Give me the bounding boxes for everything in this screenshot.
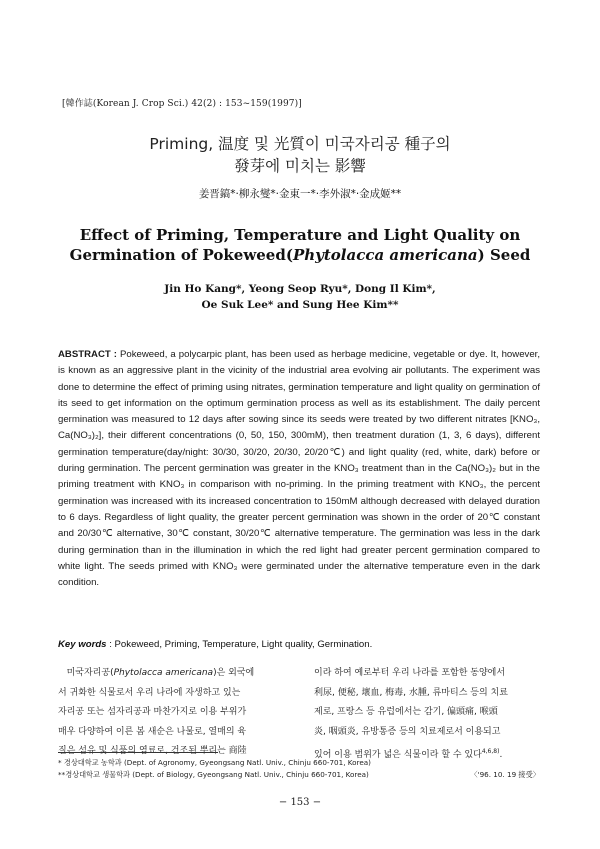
received-date: 〈'96. 10. 19 接受〉 xyxy=(470,770,540,779)
body-column-right xyxy=(314,664,542,766)
abstract-label: ABSTRACT : xyxy=(58,349,117,360)
english-authors-line1: Jin Ho Kang*, Yeong Seop Ryu*, Dong Il Kim*, xyxy=(164,283,436,295)
korean-authors: 姜晋鎬*·柳永燮*·金東一*·李外淑*·金成姬** xyxy=(198,188,402,200)
korean-title-line1: Priming, 温度 및 光質이 미국자리공 種子의 xyxy=(149,135,451,153)
english-title-line2 xyxy=(0,246,600,264)
body-left-line: 매우 다양하여 이른 봄 새순은 나물로, 열매의 육 xyxy=(58,726,247,737)
body-right-line: 제로, 프랑스 등 유럽에서는 감기, 偏頭痛, 喉頭 xyxy=(314,707,498,717)
body-left-line xyxy=(58,664,288,684)
keywords-label: Key words xyxy=(58,639,107,650)
body-left-species: Phytolacca americana xyxy=(113,668,214,678)
body-right-line5-text: 있어 이용 범위가 넓은 식물이라 할 수 있다 xyxy=(314,750,482,760)
english-title-line1: Effect of Priming, Temperature and Light Quality on xyxy=(79,226,521,244)
english-authors-line2: Oe Suk Lee* and Sung Hee Kim** xyxy=(201,299,399,311)
keywords xyxy=(58,639,540,650)
body-left-line: 서 귀화한 식물로서 우리 나라에 자생하고 있는 xyxy=(58,687,241,698)
footnote-separator xyxy=(58,752,218,753)
body-right-line: 炎, 咽頭炎, 유방통증 등의 치료제로서 이용되고 xyxy=(314,726,501,737)
body-right-line5-end: . xyxy=(499,750,503,760)
abstract xyxy=(58,347,540,591)
keywords-separator: : xyxy=(106,639,115,650)
citation-superscript: 4,6,8) xyxy=(481,748,500,755)
body-left-line: 자리공 또는 섬자리공과 마찬가지로 이용 부위가 xyxy=(58,707,247,717)
footnote-affiliation-1: * 경상대학교 농학과 (Dept. of Agronomy, Gyeongsang Natl. Univ., Chinju 660-701, Korea) xyxy=(58,758,371,767)
footnote-affiliation-2: **경상대학교 생물학과 (Dept. of Biology, Gyeongsang Natl. Univ., Chinju 660-701, Korea) xyxy=(58,770,369,779)
body-left-line1-prefix: 미국자리공( xyxy=(66,668,114,678)
body-right-line: 利尿, 便秘, 壞血, 梅毒, 水腫, 류마티스 등의 치료 xyxy=(314,687,508,698)
keywords-text: Pokeweed, Priming, Temperature, Light quality, Germination. xyxy=(114,639,373,650)
body-left-line1-suffix: )은 외국에 xyxy=(213,668,255,678)
journal-reference: [韓作誌(Korean J. Crop Sci.) 42(2) : 153~159(1997)] xyxy=(62,99,302,109)
page-number: − 153 − xyxy=(278,797,322,808)
abstract-text: Pokeweed, a polycarpic plant, has been used as herbage medicine, vegetable or dye. It, however, is known as an aggressive plant in the vicinity of the industrial area evolving air pollutants. The experiment was done to determine the effect of priming using nitrates, germination temperature and light quality on germination of its seed to get information on the optimum germination process as well as its establishment. The daily percent germination was measured to 12 days after sowing since its seeds were treated by two different nitrates [KNO₃, Ca(NO₃)₂], their different concentrations (0, 50, 150, 300mM), then treatment duration (1, 3, 6 days), different germination temperature(day/night: 30/30, 30/20, 20/30, 20/20℃) and light quality (red, white, dark) before or during germination. The percent germination was greater in the KNO₃ treatment than in the Ca(NO₃)₂ but in the priming treatment with KNO₃ in comparison with no-priming. In the priming treatment with KNO₃, the percent germination was increased with its increased concentration to 150mM although decreased with delayed duration to 6 days. Regardless of light quality, the greater percent germination was shown in the order of 20℃ constant and 20/30℃ alternative, 30℃ constant, 30/20℃ alternative temperature. The germination was less in the dark during germination than in the illumination in which the red light had greater percent germination compared to white light. The seeds primed with KNO₃ were germinated under the alternative temperature even in the dark condition. xyxy=(58,349,540,589)
english-title-suffix: ) Seed xyxy=(477,246,531,264)
body-left-line: 질은 섬유 및 식품의 염료로, 건조된 뿌리는 商陸 xyxy=(58,746,247,756)
english-title-prefix: Germination of Pokeweed( xyxy=(69,246,293,264)
body-right-line: 이라 하여 예로부터 우리 나라를 포함한 동양에서 xyxy=(314,668,506,678)
english-title-species: Phytolacca americana xyxy=(292,246,478,264)
body-column-left xyxy=(58,664,288,762)
korean-title-line2: 發芽에 미치는 影響 xyxy=(234,157,366,175)
